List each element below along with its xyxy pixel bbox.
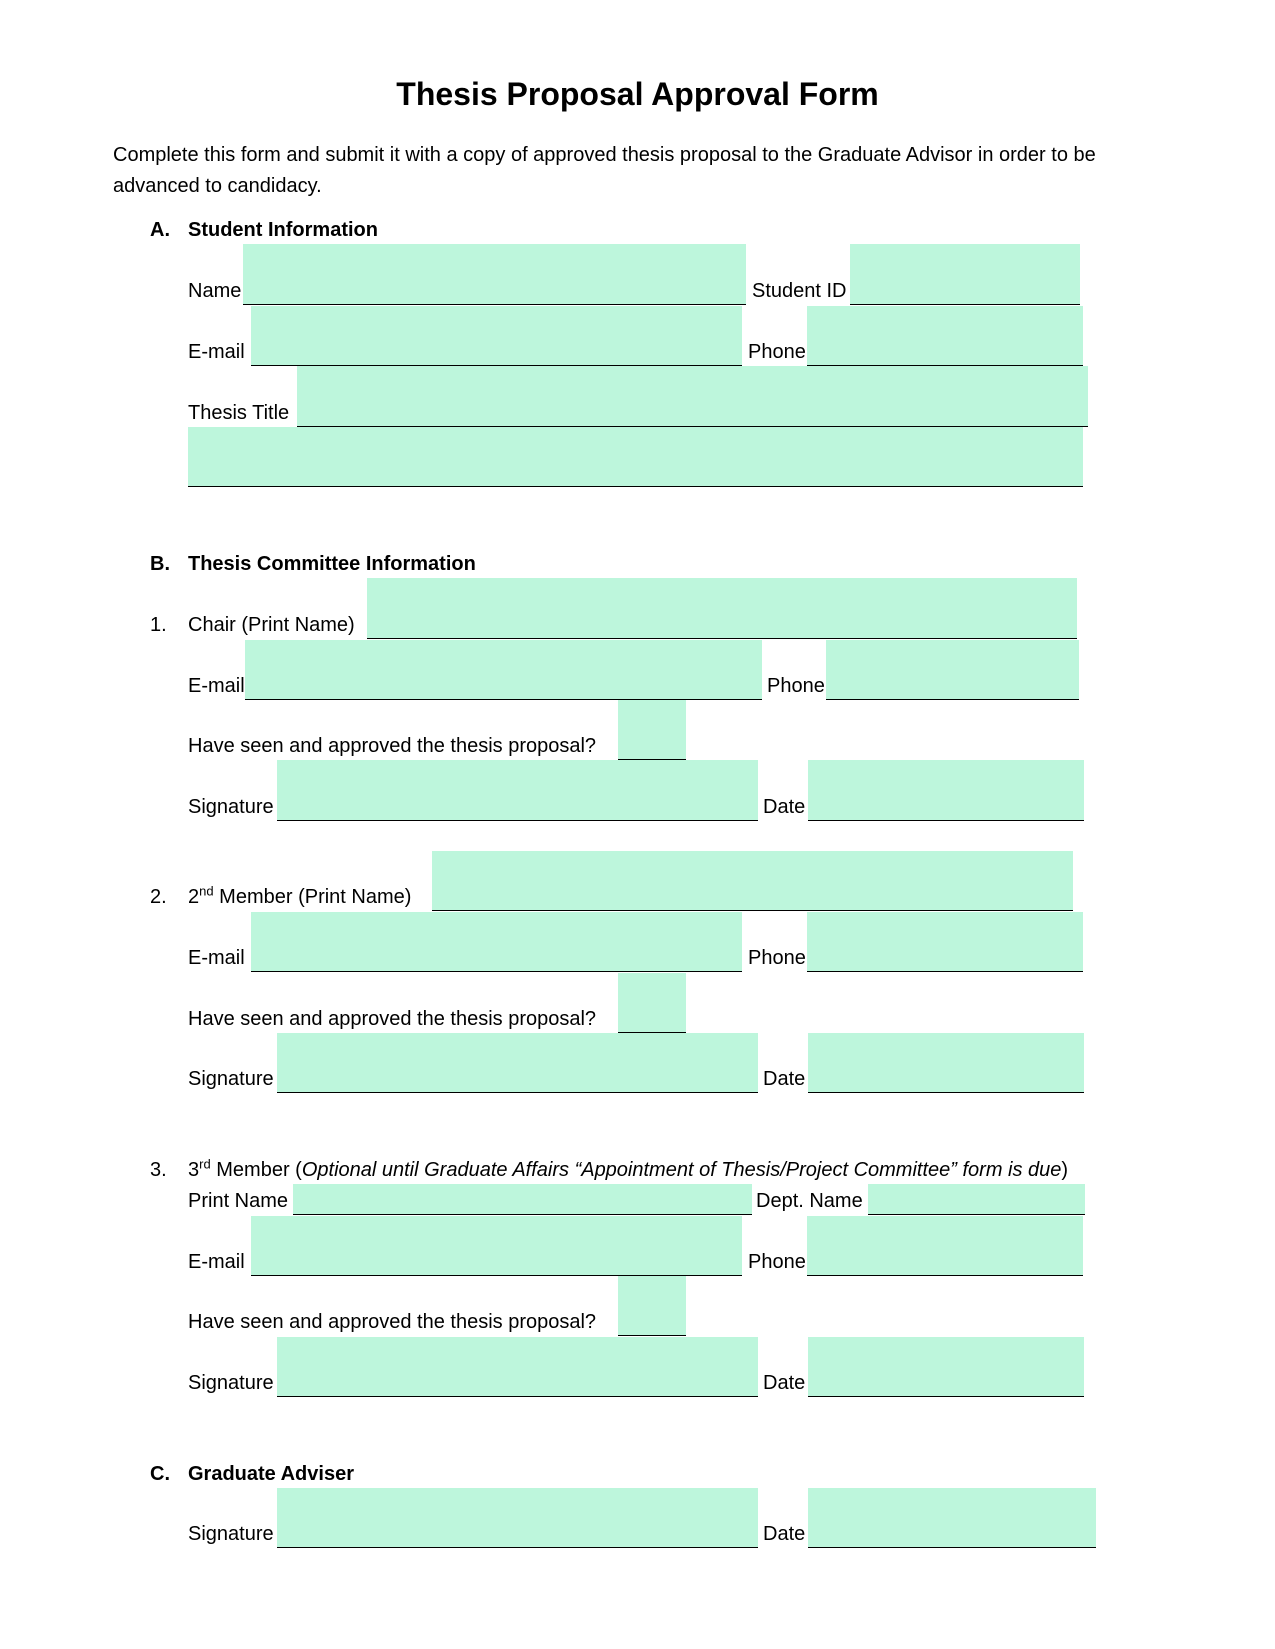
student-id-label: Student ID [752, 280, 847, 302]
member-3-print-name-field[interactable] [293, 1184, 752, 1215]
chair-email-field[interactable] [245, 640, 762, 700]
member-2-approved-field[interactable] [618, 973, 686, 1033]
adviser-date-field[interactable] [808, 1488, 1096, 1548]
member-3-email-label: E-mail [188, 1251, 245, 1273]
member-3-signature-field[interactable] [277, 1337, 758, 1397]
page-title: Thesis Proposal Approval Form [396, 76, 879, 112]
member-3-print-name-label: Print Name [188, 1190, 289, 1212]
member-3-approved-field[interactable] [618, 1276, 686, 1336]
member-3-dept-name-field[interactable] [868, 1184, 1085, 1215]
member-1-number: 1. [150, 614, 167, 636]
thesis-title-label: Thesis Title [188, 402, 290, 424]
adviser-signature-field[interactable] [277, 1488, 758, 1548]
chair-signature-label: Signature [188, 796, 274, 818]
student-email-label: E-mail [188, 341, 245, 363]
member-3-number: 3. [150, 1159, 167, 1181]
member-2-signature-field[interactable] [277, 1033, 758, 1093]
member-2-name-label: 2nd Member (Print Name) [188, 883, 412, 908]
member-2-email-label: E-mail [188, 947, 245, 969]
member-3-approved-label: Have seen and approved the thesis proposal? [188, 1311, 597, 1333]
member-3-email-field[interactable] [251, 1216, 742, 1276]
section-b-heading: Thesis Committee Information [188, 553, 476, 575]
chair-approved-field[interactable] [618, 700, 686, 760]
chair-email-label: E-mail [188, 675, 245, 697]
section-a-letter: A. [150, 219, 170, 241]
intro-text: Complete this form and submit it with a copy of approved thesis proposal to the Graduate Advisor in order to be advanced to candidacy. [113, 144, 1096, 197]
member-3-signature-label: Signature [188, 1372, 274, 1394]
section-c-heading: Graduate Adviser [188, 1463, 354, 1485]
chair-name-label: Chair (Print Name) [188, 614, 355, 636]
member-2-phone-label: Phone [748, 947, 806, 969]
student-email-field[interactable] [251, 306, 742, 366]
student-phone-field[interactable] [807, 306, 1083, 366]
section-b-letter: B. [150, 553, 170, 575]
adviser-date-label: Date [763, 1523, 806, 1545]
member-3-dept-name-label: Dept. Name [756, 1190, 863, 1212]
student-phone-label: Phone [748, 341, 806, 363]
chair-name-field[interactable] [367, 578, 1077, 639]
member-2-approved-label: Have seen and approved the thesis proposal? [188, 1008, 597, 1030]
member-2-date-field[interactable] [808, 1033, 1084, 1093]
student-name-label: Name [188, 280, 242, 302]
thesis-title-field[interactable] [297, 366, 1088, 427]
section-a-heading: Student Information [188, 219, 378, 241]
member-2-email-field[interactable] [251, 912, 742, 972]
chair-date-field[interactable] [808, 760, 1084, 821]
member-3-phone-label: Phone [748, 1251, 806, 1273]
member-3-heading: 3rd Member (Optional until Graduate Affairs “Appointment of Thesis/Project Committee” form is due) [188, 1156, 1069, 1181]
chair-approved-label: Have seen and approved the thesis proposal? [188, 735, 597, 757]
member-2-name-field[interactable] [432, 851, 1073, 911]
member-2-signature-label: Signature [188, 1068, 274, 1090]
member-2-number: 2. [150, 886, 167, 908]
section-c-letter: C. [150, 1463, 170, 1485]
member-2-date-label: Date [763, 1068, 806, 1090]
member-3-phone-field[interactable] [807, 1216, 1083, 1276]
member-3-date-field[interactable] [808, 1337, 1084, 1397]
chair-date-label: Date [763, 796, 806, 818]
chair-signature-field[interactable] [277, 760, 758, 821]
adviser-signature-label: Signature [188, 1523, 274, 1545]
student-id-field[interactable] [850, 244, 1080, 305]
chair-phone-field[interactable] [826, 640, 1079, 700]
chair-phone-label: Phone [767, 675, 825, 697]
member-3-date-label: Date [763, 1372, 806, 1394]
member-3-optional-note: Optional until Graduate Affairs “Appointment of Thesis/Project Committee” form is due [301, 1159, 1062, 1181]
thesis-title-field-line-2[interactable] [188, 427, 1083, 487]
member-2-phone-field[interactable] [807, 912, 1083, 972]
student-name-field[interactable] [243, 244, 746, 305]
